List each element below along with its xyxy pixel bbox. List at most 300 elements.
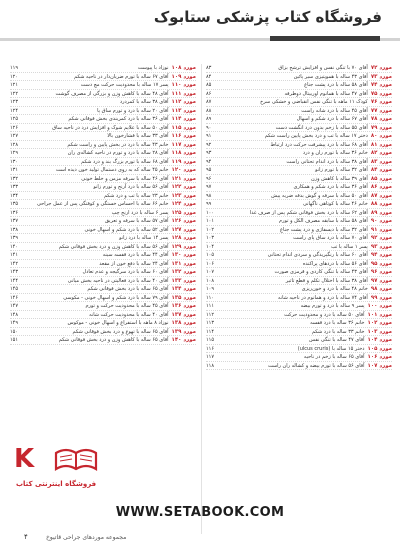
page-ref: ۱۰۲ [206, 226, 215, 233]
case-number: ۷۲ [370, 65, 378, 71]
case-label: مورد [183, 158, 196, 165]
page-ref: ۱۵۱ [10, 337, 19, 343]
toc-entry [206, 362, 392, 371]
toc-entry [10, 141, 196, 150]
case-label: مورد [183, 82, 196, 88]
case-label: مورد [379, 90, 392, 97]
case-number: ۱۱۴ [171, 116, 182, 122]
toc-entry [206, 166, 392, 175]
case-title: آقای ۵۵ ساله با زخم بدون درد انگشت دست [275, 124, 368, 131]
page-ref: ۱۴۴ [10, 277, 19, 284]
case-number: ۱۰۸ [171, 65, 182, 71]
page-ref: ۱۱۸ [206, 362, 215, 369]
case-number: ۱۰۷ [367, 362, 378, 369]
toc-entry [10, 294, 196, 303]
page-ref: ۱۳۳ [10, 184, 19, 190]
case-number: ۱۲۲ [171, 184, 182, 190]
case-label: مورد [183, 192, 196, 199]
toc-entry [206, 353, 392, 362]
case-label: مورد [379, 201, 392, 207]
toc-entry [10, 336, 196, 345]
case-number: ۹۳ [370, 243, 378, 250]
toc-entry [10, 175, 196, 184]
toc-entry [206, 217, 392, 226]
case-label: مورد [183, 175, 196, 182]
case-title: آقای ۵۷ ساله با سرفه و تعریق [105, 218, 169, 224]
toc-entry [10, 192, 196, 201]
case-number: ۱۰۶ [367, 354, 378, 360]
case-label: مورد [379, 158, 392, 165]
brand-logo-letter: K [14, 444, 35, 474]
case-label: مورد [183, 260, 196, 267]
page-ref: ۹۶ [206, 175, 212, 182]
case-title: آقای ۴۳ ساله با تنگی کاردی و قرمزی صورت [274, 269, 368, 275]
case-number: ۷۶ [370, 99, 378, 105]
case-label: مورد [183, 243, 196, 250]
case-number: ۱۳۰ [171, 252, 182, 258]
toc-entry [10, 302, 196, 311]
case-number: ۹۲ [370, 235, 378, 241]
toc-entry [206, 124, 392, 133]
case-number: ۷۴ [370, 82, 378, 88]
case-title: آقای ۵۰ ساله با درد و محدودیت حرکت [284, 311, 365, 318]
page-ref: ۱۰۳ [206, 235, 215, 241]
toc-entry [206, 192, 392, 201]
case-label: مورد [183, 286, 196, 292]
page-ref: ۱۴۱ [10, 252, 19, 258]
case-title: آقای ۳۸ ساله با درد اندام تحتانی راست [286, 158, 368, 165]
page-ref: ۱۰۶ [206, 260, 215, 267]
toc-entry [206, 277, 392, 286]
toc-entry [10, 285, 196, 294]
case-title: آقای ۴۷ ساله با تنگی نفس [309, 337, 365, 343]
case-title: کودک ۱۱ ماهه با تنگی نفس انقباضی و خشکی سرخ [260, 99, 368, 105]
toc-entry [206, 328, 392, 337]
case-number: ۹۵ [370, 260, 378, 267]
case-label: مورد [379, 209, 392, 216]
page-ref: ۱۲۶ [10, 124, 19, 131]
toc-column-right [206, 64, 392, 494]
case-label: مورد [379, 175, 392, 182]
case-label: مورد [379, 65, 392, 71]
case-label: مورد [183, 303, 196, 309]
case-title: نوزاد ۸ ماهه با استفراغ و اسهال خونی - موکوس [67, 320, 169, 326]
case-label: مورد [379, 354, 392, 360]
toc-entry [206, 243, 392, 252]
case-title: آقای ۷۰ ساله با درد ساق پای راست [293, 235, 368, 241]
case-number: ۱۱۸ [171, 150, 182, 156]
case-number: ۹۴ [370, 252, 378, 258]
case-title: آقای ۳۲ ساله با تورم زانو [315, 167, 368, 173]
page-ref: ۱۲۷ [10, 133, 19, 139]
case-label: مورد [183, 252, 196, 258]
case-number: ۸۶ [370, 184, 378, 190]
page-ref: ۱۱۳ [206, 320, 215, 326]
case-label: مورد [183, 141, 196, 148]
case-number: ۱۲۵ [171, 209, 182, 216]
toc-entry [10, 217, 196, 226]
case-label: مورد [379, 269, 392, 275]
case-title: آقای ۵۰ ساله با علایم شوک و افزایش درد در ناحیه ساق [52, 124, 169, 131]
case-number: ۸۲ [370, 150, 378, 156]
case-title: آقای ۳۲ ساله با دیسفاژی و درد پشت جناغ [280, 226, 368, 233]
page-ref: ۱۳۸ [10, 226, 19, 233]
toc-entry [206, 158, 392, 167]
toc-entry [206, 319, 392, 328]
page-title: فروشگاه کتاب پزشکی ستابوک [153, 8, 382, 26]
toc-entry [10, 158, 196, 167]
toc-entry [206, 64, 392, 73]
case-title: آقای ۳۶ ساله با درد کمربندی بخش فوقانی شکم [68, 116, 169, 122]
case-number: ۱۱۰ [171, 82, 182, 88]
toc-entry [206, 226, 392, 235]
case-label: مورد [379, 235, 392, 241]
case-title: آقای ۵۸ ساله با سابقه مصرف الکل و تورم [279, 218, 368, 224]
brand-logo-block [14, 440, 164, 496]
page-ref: ۹۴ [206, 158, 212, 165]
case-title: آقای ۶۵ ساله با تهوع و درد بخش فوقانی شکم [72, 328, 169, 335]
case-label: مورد [183, 90, 196, 97]
case-number: ۱۰۱ [367, 311, 378, 318]
case-number: ۱۲۳ [171, 192, 182, 199]
case-label: مورد [183, 133, 196, 139]
toc-entry [10, 166, 196, 175]
page-ref: ۱۲۸ [10, 141, 19, 148]
toc-column-left [10, 64, 196, 494]
case-title: آقای ۵۶ ساله با درد آرنج و تورم زانو [93, 184, 169, 190]
page-ref: ۱۰۸ [206, 277, 215, 284]
site-url: WWW.SETABOOK.COM [115, 505, 285, 520]
toc-entry [10, 328, 196, 337]
case-number: ۱۰۹ [171, 73, 182, 80]
page-ref: ۱۴۵ [10, 286, 19, 292]
case-number: ۸۸ [370, 201, 378, 207]
case-number: ۱۱۷ [171, 141, 182, 148]
case-title: آقای ۵۰ ساله با سرفه و گوش بدفه ضربه پیش [271, 192, 368, 199]
case-label: مورد [379, 260, 392, 267]
toc-entry [10, 132, 196, 141]
case-number: ۱۳۹ [171, 328, 182, 335]
page-ref: ۱۲۰ [10, 73, 19, 80]
case-title: آقای ۴۳ ساله با هموپتیزی سیر پائین [293, 73, 368, 80]
page-ref: ۸۶ [206, 90, 212, 97]
toc-entry [10, 243, 196, 252]
brand-tagline: فروشگاه اینترنتی کتاب [16, 480, 97, 488]
case-label: مورد [379, 252, 392, 258]
case-label: مورد [379, 99, 392, 105]
case-label: مورد [379, 328, 392, 335]
case-label: مورد [379, 124, 392, 131]
case-label: مورد [183, 311, 196, 318]
header-accent-bar [270, 36, 380, 41]
case-title: آقای ۴۴ ساله با درد قفسه سینه [102, 252, 169, 258]
case-label: مورد [183, 167, 196, 173]
case-label: مورد [379, 303, 392, 309]
case-number: ۱۳۶ [171, 303, 182, 309]
page-ref: ۱۱۹ [10, 65, 19, 71]
case-label: مورد [183, 209, 196, 216]
page-ref: ۱۴۸ [10, 311, 19, 318]
case-number: ۱۱۱ [171, 90, 182, 97]
case-number: ۸۹ [370, 209, 378, 216]
case-label: مورد [183, 65, 196, 71]
case-title: آقای ۴۸ ساله با کاهش وزن و بزرگی از مصرف گوشت [55, 90, 169, 97]
case-title: آقای ۴۵ ساله با محدودیت حرکت و تورم [85, 303, 169, 309]
case-title: آقای ۶۲ ساله با درد بخش فوقانی شکم پس از صرف غذا [249, 209, 368, 216]
toc-entry [206, 175, 392, 184]
case-title: آقای ۶۵ ساله با کاهش وزن و درد بخش فوقانی شکم [58, 337, 169, 343]
case-title: آقای ۴۶ ساله با سرفه مزمن و خلط خونی [81, 175, 169, 182]
case-title: پسر ۱۴ ساله با درد زانو [119, 235, 169, 241]
page-ref: ۱۰۱ [206, 218, 215, 224]
toc-entry [10, 209, 196, 218]
toc-entry [10, 277, 196, 286]
page-ref: ۱۰۴ [206, 243, 215, 250]
page-ref: ۱۱۵ [206, 337, 215, 343]
case-title: آقای ۶۸ ساله با درد پیشرفت حرکت درد ارتباط [270, 141, 368, 148]
case-title: خانم ۶۶ ساله با احساس خستگی و کوفتگی پس از عمل جراحی [37, 201, 169, 207]
toc-entry [206, 234, 392, 243]
toc-entry [10, 64, 196, 73]
case-number: ۱۱۹ [171, 158, 182, 165]
case-label: مورد [183, 226, 196, 233]
page-ref: ۱۱۷ [206, 354, 215, 360]
book-icon [54, 447, 98, 473]
case-number: ۱۰۵ [367, 345, 378, 352]
case-title: آقای ۲۸ ساله با درد و تورم در ناحیه کشاله‌ی ران [67, 150, 169, 156]
case-number: ۷۸ [370, 116, 378, 122]
case-number: ۱۳۵ [171, 294, 182, 301]
case-number: ۱۱۶ [171, 133, 182, 139]
case-number: ۹۱ [370, 226, 378, 233]
toc-entry [206, 302, 392, 311]
case-title: آقای ۶۰ ساله با رنگپریدگی و سردی اندام تحتانی [267, 252, 368, 258]
toc-entry [206, 251, 392, 260]
case-label: مورد [379, 141, 392, 148]
toc-entry [10, 90, 196, 99]
case-title: خانم ۴۳ ساله با درد در بخش پایین و راست شکم [67, 141, 169, 148]
page-ref: ۱۲۵ [10, 116, 19, 122]
page-ref: ۱۱۰ [206, 294, 215, 301]
case-number: ۸۵ [370, 175, 378, 182]
page-ref: ۱۰۷ [206, 269, 215, 275]
case-number: ۹۸ [370, 286, 378, 292]
case-number: ۱۳۸ [171, 320, 182, 326]
page-ref: ۱۳۴ [10, 192, 19, 199]
case-title: نوزاد با پیوست [137, 65, 169, 71]
case-label: مورد [183, 73, 196, 80]
case-number: ۱۲۰ [171, 167, 182, 173]
page-ref: ۹۰ [206, 124, 212, 131]
case-label: مورد [183, 201, 196, 207]
toc-entry [10, 200, 196, 209]
case-number: ۷۷ [370, 107, 378, 114]
toc-entry [10, 107, 196, 116]
case-title: دختر ۱۵ ساله با (ulcus cruris) [297, 345, 365, 352]
case-title: آقای ۶۵ ساله با درد بخش فوقانی شکم [87, 286, 169, 292]
case-title: آقای ۵۶ ساله با دردهای پراکنده [302, 260, 368, 267]
case-number: ۱۲۸ [171, 235, 182, 241]
page-ref: ۱۲۱ [10, 82, 19, 88]
page-ref: ۹۲ [206, 141, 212, 148]
case-label: مورد [379, 150, 392, 156]
toc-entry [206, 345, 392, 354]
page-ref: ۱۲۹ [10, 150, 19, 156]
toc-entry [10, 319, 196, 328]
toc-entry [10, 81, 196, 90]
case-title: آقای ۶۵ ساله با زخم در ناحیه [303, 354, 365, 360]
case-number: ۱۲۷ [171, 226, 182, 233]
toc-entry [206, 260, 392, 269]
toc-entry [10, 311, 196, 320]
case-title: آقای ۲۴ ساله با دفع خون از مقعد [99, 260, 169, 267]
page-ref: ۸۴ [206, 73, 212, 80]
toc-entry [206, 81, 392, 90]
page-ref: ۱۰۹ [206, 286, 215, 292]
case-number: ۱۳۴ [171, 286, 182, 292]
case-title: آقای ۶۰ ساله با درد سرگیجه و عدم تعادل [82, 269, 169, 275]
page-ref: ۹۳ [206, 150, 212, 156]
toc-entry [10, 73, 196, 82]
case-number: ۱۳۲ [171, 269, 182, 275]
page-header [0, 0, 400, 48]
page-ref: ۱۳۵ [10, 201, 19, 207]
case-title: آقای ۷۰ با تنگی نفس و افزایش ترشح بزاق [278, 65, 368, 71]
case-label: مورد [379, 82, 392, 88]
case-title: آقای ۴۰ ساله با درد فعالیتی در ناحیه بخش میانی [67, 277, 169, 284]
case-title: آقای ۳۸ ساله با اختلال تکلم و قطع تاثیر [285, 277, 368, 284]
page-ref: ۱۳۲ [10, 175, 19, 182]
page-ref: ۱۴۲ [10, 260, 19, 267]
toc-entry [206, 200, 392, 209]
case-number: ۷۳ [370, 73, 378, 80]
case-label: مورد [379, 167, 392, 173]
case-title: آقای ۵۸ ساله با درد پشت جناغ [304, 82, 368, 88]
page-ref: ۱۳۱ [10, 167, 19, 173]
case-number: ۱۱۵ [171, 124, 182, 131]
case-number: ۸۰ [370, 133, 378, 139]
toc-entry [206, 132, 392, 141]
case-title: پسر ۹ ساله با درد و تورم بیضه [300, 303, 365, 309]
case-number: ۹۹ [370, 294, 378, 301]
case-number: ۸۴ [370, 167, 378, 173]
column-divider [201, 64, 202, 534]
case-number: ۱۱۲ [171, 99, 182, 105]
case-label: مورد [183, 184, 196, 190]
case-title: خانم ۳۶ ساله با تورم ران و درد [302, 150, 368, 156]
toc-entry [206, 98, 392, 107]
case-number: ۸۳ [370, 158, 378, 165]
toc-entry [206, 294, 392, 303]
toc-entry [206, 90, 392, 99]
page-ref: ۸۵ [206, 82, 212, 88]
case-title: دختر ۱۷ ساله با تب و درد بخش پایین راست شکم [264, 133, 368, 139]
page-ref: ۸۳ [206, 65, 212, 71]
case-label: مورد [379, 286, 392, 292]
page-ref: ۱۱۴ [206, 328, 215, 335]
toc-entry [206, 268, 392, 277]
case-number: ۹۷ [370, 277, 378, 284]
page-ref: ۱۰۵ [206, 252, 215, 258]
page-ref: ۱۱۲ [206, 311, 215, 318]
page-footer [0, 526, 400, 550]
case-title: پسر ۱۷ ساله با محدودیت حرکت مچ دست [80, 82, 169, 88]
case-title: آقای ۴۵ ساله با درد شانه راست [301, 107, 368, 114]
case-title: آقای ۵۲ ساله با درد شکم و اسهال خونی [84, 226, 169, 233]
case-label: مورد [379, 243, 392, 250]
page-ref: ۱۳۹ [10, 235, 19, 241]
case-number: ۱۰۲ [367, 320, 378, 326]
case-title: خانم ۴۸ ساله با درد و خون‌ریزی [301, 286, 368, 292]
toc-entry [10, 268, 196, 277]
case-title: آقای ۳۹ ساله با کاهش وزن [311, 175, 368, 182]
case-title: آقای ۶۸ ساله با تورم بزرگ بند و درد شکم [81, 158, 169, 165]
case-number: ۱۲۹ [171, 243, 182, 250]
page-ref: ۱۲۴ [10, 107, 19, 114]
case-label: مورد [379, 73, 392, 80]
toc-entry [206, 115, 392, 124]
case-title: آقای ۳۸ ساله با کمردرد [119, 99, 169, 105]
case-number: ۱۳۳ [171, 277, 182, 284]
case-title: آقای ۶۷ ساله با تورم ضربان‌دار در ناحیه شکم [74, 73, 169, 80]
case-number: ۷۵ [370, 90, 378, 97]
page-ref: ۹۷ [206, 184, 212, 190]
case-label: مورد [379, 337, 392, 343]
page-ref: ۱۴۶ [10, 294, 19, 301]
case-title: آقای ۲۰ ساله با درد و تورم ساق پا [97, 107, 169, 114]
page-ref: ۱۳۷ [10, 218, 19, 224]
case-number: ۱۲۶ [171, 218, 182, 224]
toc-entry [10, 115, 196, 124]
case-title: آقای ۶۷ ساله با درد شکم و اسهال [296, 116, 368, 122]
case-label: مورد [183, 337, 196, 343]
page-ref: ۱۴۹ [10, 320, 19, 326]
case-label: مورد [183, 320, 196, 326]
case-title: پسر ۱ ساله با تب [331, 243, 368, 250]
page-ref: ۱۳۶ [10, 209, 19, 216]
page-ref: ۸۹ [206, 116, 212, 122]
page-ref: ۱۳۰ [10, 158, 19, 165]
case-label: مورد [183, 107, 196, 114]
case-title: خانم ۳۳ ساله با درد شکم [311, 328, 365, 335]
page-ref: ۱۴۷ [10, 303, 19, 309]
case-number: ۱۴۰ [171, 337, 182, 343]
case-title: خانم ۴۵ ساله که به روی دستمال تولید خون دیده است [55, 167, 169, 173]
toc-entry [10, 98, 196, 107]
page-ref: ۹۱ [206, 133, 212, 139]
case-title: پسر ۶ ساله با درد ارنج چپ [111, 209, 169, 216]
case-title: آقای ۵۶ ساله با کاهش وزن و درد بخش فوقانی شکم [58, 243, 169, 250]
case-number: ۱۰۰ [367, 303, 378, 309]
page-ref: ۸۷ [206, 99, 212, 105]
case-title: خانم ۳۶ ساله با درد قفسه [310, 320, 365, 326]
case-title: آقای ۴۷ ساله با همانوم اوربیتال دوطرفه [284, 90, 368, 97]
case-label: مورد [379, 133, 392, 139]
toc-entry [206, 73, 392, 82]
page-ref: ۸۸ [206, 107, 212, 114]
page-ref: ۹۸ [206, 192, 212, 199]
case-label: مورد [183, 150, 196, 156]
case-label: مورد [379, 294, 392, 301]
footer-title: مجموعه موردهای جراحی قاتیوخ [46, 534, 127, 541]
case-label: مورد [379, 320, 392, 326]
toc-entry [206, 209, 392, 218]
toc-entry [206, 149, 392, 158]
case-label: مورد [379, 345, 392, 352]
page-ref: ۱۲۳ [10, 99, 19, 105]
case-title: آقای ۳۶ ساله با درد شکم و همکاری [293, 184, 368, 190]
case-label: مورد [379, 107, 392, 114]
